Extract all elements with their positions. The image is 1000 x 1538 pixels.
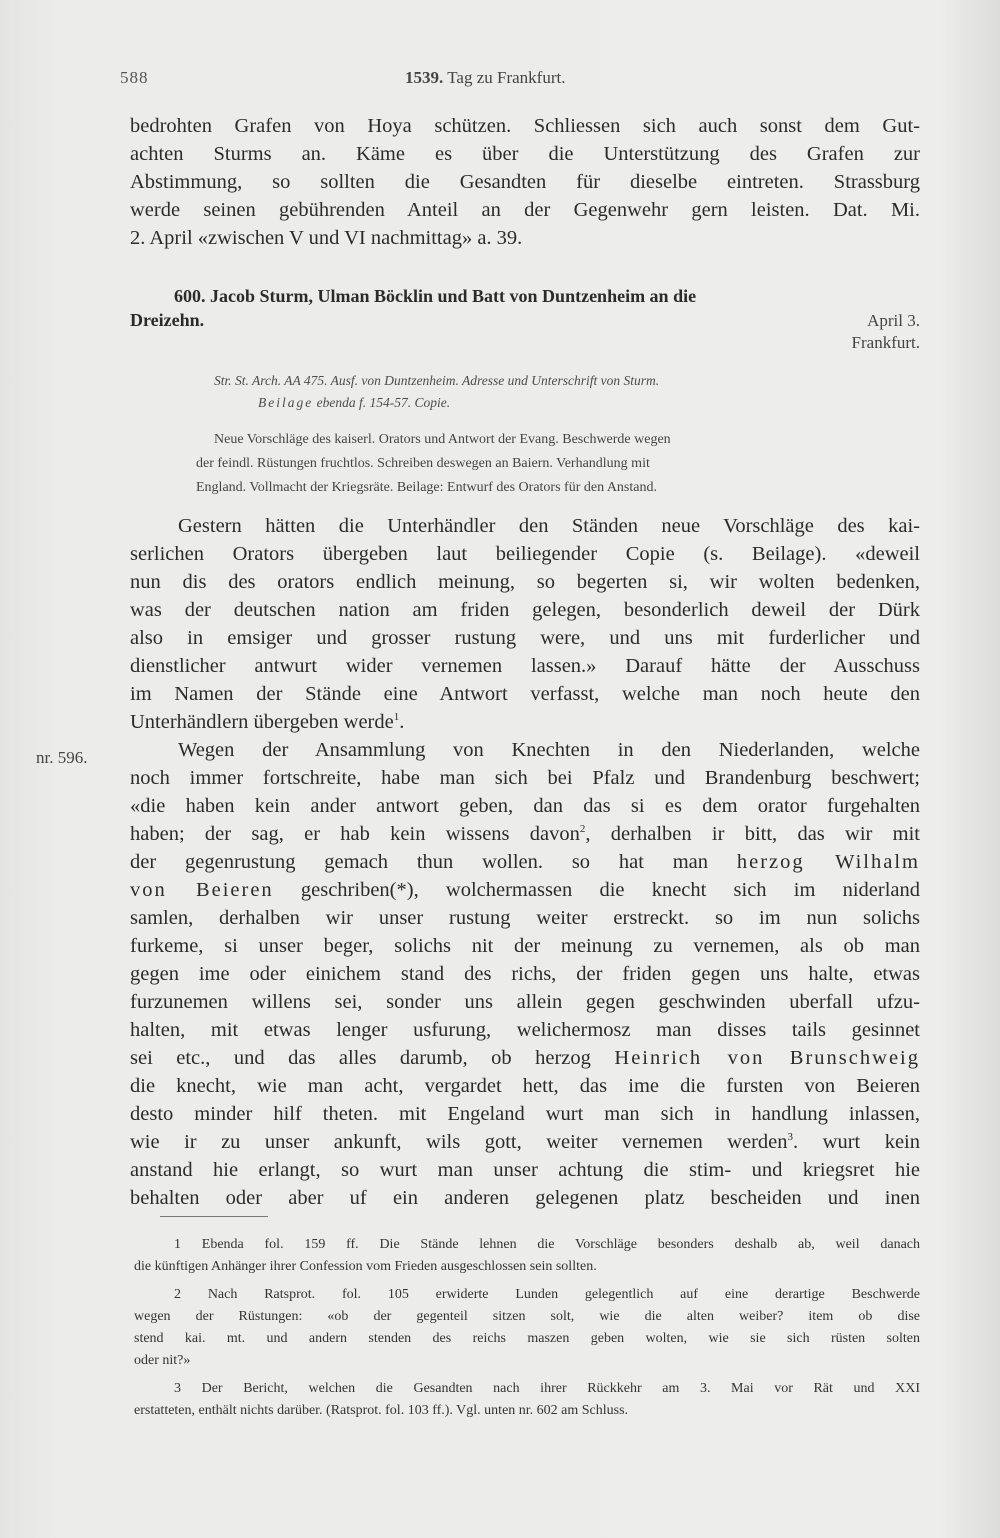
spaced-name: Heinrich von Brunschweig (614, 1047, 920, 1069)
text-line: samlen, derhalben wir unser rustung weiter erstreckt. so im nun solichs (130, 907, 920, 929)
footnote-line: erstatteten, enthält nichts darüber. (Ratsprot. fol. 103 ff.). Vgl. unten nr. 602 am Schluss. (134, 1403, 629, 1418)
text-line: gegen ime oder einichem stand des richs, der friden gegen uns halte, etwas (130, 963, 920, 985)
abstract-line: England. Vollmacht der Kriegsräte. Beilage: Entwurf des Orators für den Anstand. (196, 480, 657, 495)
footnote-line: wegen der Rüstungen: «ob der gegenteil sitzen solt, wie die alten weiber? item ob dise (134, 1309, 920, 1324)
spaced-name: herzog Wilhalm (736, 851, 920, 873)
text-line: behalten oder aber uf ein anderen gelegenen platz bescheiden und inen (130, 1187, 920, 1209)
page-number: 588 (120, 68, 149, 87)
body-paragraph-1 (130, 512, 920, 736)
text-line: anstand hie erlangt, so wurt man unser achtung die stim- und kriegsret hie (130, 1159, 920, 1181)
text-line: von Beieren geschriben(*), wolchermassen die knecht sich im niderland (130, 879, 920, 901)
text-line: der gegenrustung gemach thun wollen. so hat man herzog Wilhalm (130, 851, 920, 873)
text-line: also in emsiger und grosser rustung were, und uns mit furderlicher und (130, 627, 920, 649)
text-line: furkeme, si unser beger, solichs nit der meinung zu vernemen, als ob man (130, 935, 920, 957)
source-line: Str. St. Arch. AA 475. Ausf. von Duntzenheim. Adresse und Unterschrift von Sturm. (214, 373, 660, 388)
entry-place: Frankfurt. (851, 333, 920, 352)
footnotes (134, 1234, 920, 1422)
text-line: Wegen der Ansammlung von Knechten in den Niederlanden, welche (178, 739, 920, 761)
abstract (196, 428, 920, 500)
text-line: furzunemen willens sei, sonder uns allein gegen geschwinden uberfall ufzu- (130, 991, 920, 1013)
text-line: im Namen der Stände eine Antwort verfasst, welche man noch heute den (130, 683, 920, 705)
running-head (405, 68, 565, 88)
text-line: Gestern hätten die Unterhändler den Ständen neue Vorschläge des kai- (178, 515, 920, 537)
text-line: halten, mit etwas lenger usfurung, welichermosz man disses tails gesinnet (130, 1019, 920, 1041)
footnote-line: 1 Ebenda fol. 159 ff. Die Stände lehnen die Vorschläge besonders deshalb ab, weil danach (174, 1237, 920, 1252)
spaced-name: von Beieren (130, 879, 274, 901)
footnote-line: 3 Der Bericht, welchen die Gesandten nach ihrer Rückkehr am 3. Mai vor Rät und XXI (174, 1381, 920, 1396)
abstract-line: der feindl. Rüstungen fruchtlos. Schreiben deswegen an Baiern. Verhandlung mit (196, 456, 650, 471)
running-head-year: 1539. (405, 68, 444, 87)
footnote-line: stend kai. mt. und andern stenden des reichs maszen geben wolten, wie sie sich rüsten solten (134, 1331, 920, 1346)
entry-heading (130, 284, 920, 354)
text-line: werde seinen gebührenden Anteil an der Gegenwehr gern leisten. Dat. Mi. (130, 199, 920, 221)
text-line: «die haben kein ander antwort geben, dan das si es dem orator furgehalten (130, 795, 920, 817)
running-head-text: Tag zu Frankfurt. (447, 68, 566, 87)
entry-date: April 3. (867, 311, 920, 330)
text-line: die knecht, wie man acht, vergardet hett, das ime die fursten von Beieren (130, 1075, 920, 1097)
text-line: Abstimmung, so sollten die Gesandten für dieselbe eintreten. Strassburg (130, 171, 920, 193)
entry-title-line: Dreizehn. (130, 310, 205, 330)
text-line: Unterhändlern übergeben werde$^1$. (130, 711, 405, 733)
text-line: nun dis des orators endlich meinung, so begerten si, wir wolten bedenken, (130, 571, 920, 593)
footnote-ref: 1 (393, 711, 400, 724)
footnote-rule (160, 1216, 268, 1217)
footnote-line: oder nit?» (134, 1353, 191, 1368)
source-note (214, 370, 920, 414)
source-line: Beilage ebenda f. 154-57. Copie. (258, 395, 451, 410)
text-line: desto minder hilf theten. mit Engeland wurt man sich in handlung inlassen, (130, 1103, 920, 1125)
previous-entry-paragraph (130, 112, 920, 252)
text-line: bedrohten Grafen von Hoya schützen. Schliessen sich auch sonst dem Gut- (130, 115, 920, 137)
text-line: 2. April «zwischen V und VI nachmittag» a. 39. (130, 227, 523, 249)
footnote-ref: 3 (787, 1131, 794, 1144)
text-line: sei etc., und das alles darumb, ob herzog Heinrich von Brunschweig (130, 1047, 920, 1069)
beilage-label: Beilage (258, 395, 314, 410)
text-line: haben; der sag, er hab kein wissens davon$^2$, derhalben ir bitt, das wir mit (130, 823, 920, 845)
text-line: dienstlicher antwurt wider vernemen lassen.» Darauf hätte der Ausschuss (130, 655, 920, 677)
text-line: serlichen Orators übergeben laut beiliegender Copie (s. Beilage). «deweil (130, 543, 920, 565)
footnote-line: 2 Nach Ratsprot. fol. 105 erwiderte Lunden gelegentlich auf eine derartige Beschwerde (174, 1287, 920, 1302)
text-line: was der deutschen nation am friden gelegen, besonderlich deweil der Dürk (130, 599, 920, 621)
footnote-ref: 2 (579, 823, 586, 836)
abstract-line: Neue Vorschläge des kaiserl. Orators und Antwort der Evang. Beschwerde wegen (214, 432, 671, 447)
text-line: achten Sturms an. Käme es über die Unterstützung des Grafen zur (130, 143, 920, 165)
text-line: wie ir zu unser ankunft, wils gott, weiter vernemen werden$^3$. wurt kein (130, 1131, 920, 1153)
page-header (120, 68, 920, 94)
footnote-line: die künftigen Anhänger ihrer Confession vom Frieden ausgeschlossen sein sollten. (134, 1259, 597, 1274)
body-paragraph-2 (130, 736, 920, 1212)
margin-note: nr. 596. (36, 748, 88, 767)
entry-title-line: 600. Jacob Sturm, Ulman Böcklin und Batt von Duntzenheim an die (174, 286, 697, 306)
text-line: noch immer fortschreite, habe man sich bei Pfalz und Brandenburg beschwert; (130, 767, 920, 789)
